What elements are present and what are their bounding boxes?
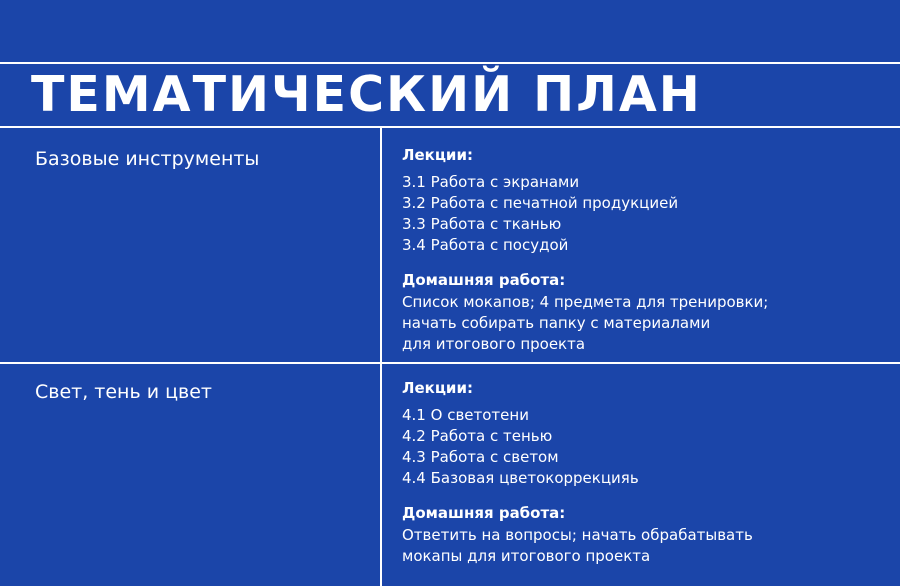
row-divider: [0, 362, 900, 364]
homework-line: мокапы для итогового проекта: [402, 547, 651, 565]
lecture-item: 3.4 Работа с посудой: [402, 236, 569, 254]
homework-heading: Домашняя работа:: [402, 271, 566, 289]
lecture-list: [402, 405, 892, 489]
lecture-item: 4.3 Работа с светом: [402, 448, 559, 466]
lectures-heading: Лекции:: [402, 146, 473, 164]
homework-text: [402, 525, 892, 567]
page-title: ТЕМАТИЧЕСКИЙ ПЛАН: [31, 66, 702, 123]
section-name: Базовые инструменты: [35, 148, 260, 170]
homework-line: начать собирать папку с материалами: [402, 314, 711, 332]
lecture-item: 3.3 Работа с тканью: [402, 215, 562, 233]
section-content: [402, 379, 892, 567]
lecture-item: 3.2 Работа с печатной продукцией: [402, 194, 679, 212]
section-name: Свет, тень и цвет: [35, 381, 212, 403]
homework-line: Список мокапов; 4 предмета для тренировки;: [402, 293, 769, 311]
section-content: [402, 146, 892, 355]
lecture-item: 3.1 Работа с экранами: [402, 173, 580, 191]
lecture-item: 4.4 Базовая цветокоррекцияь: [402, 469, 639, 487]
homework-text: [402, 292, 892, 355]
homework-heading: Домашняя работа:: [402, 504, 566, 522]
lecture-list: [402, 172, 892, 256]
homework-line: Ответить на вопросы; начать обрабатывать: [402, 526, 753, 544]
lectures-heading: Лекции:: [402, 379, 473, 397]
column-divider: [380, 127, 382, 586]
lecture-item: 4.1 О светотени: [402, 406, 529, 424]
homework-line: для итогового проекта: [402, 335, 586, 353]
lecture-item: 4.2 Работа с тенью: [402, 427, 553, 445]
